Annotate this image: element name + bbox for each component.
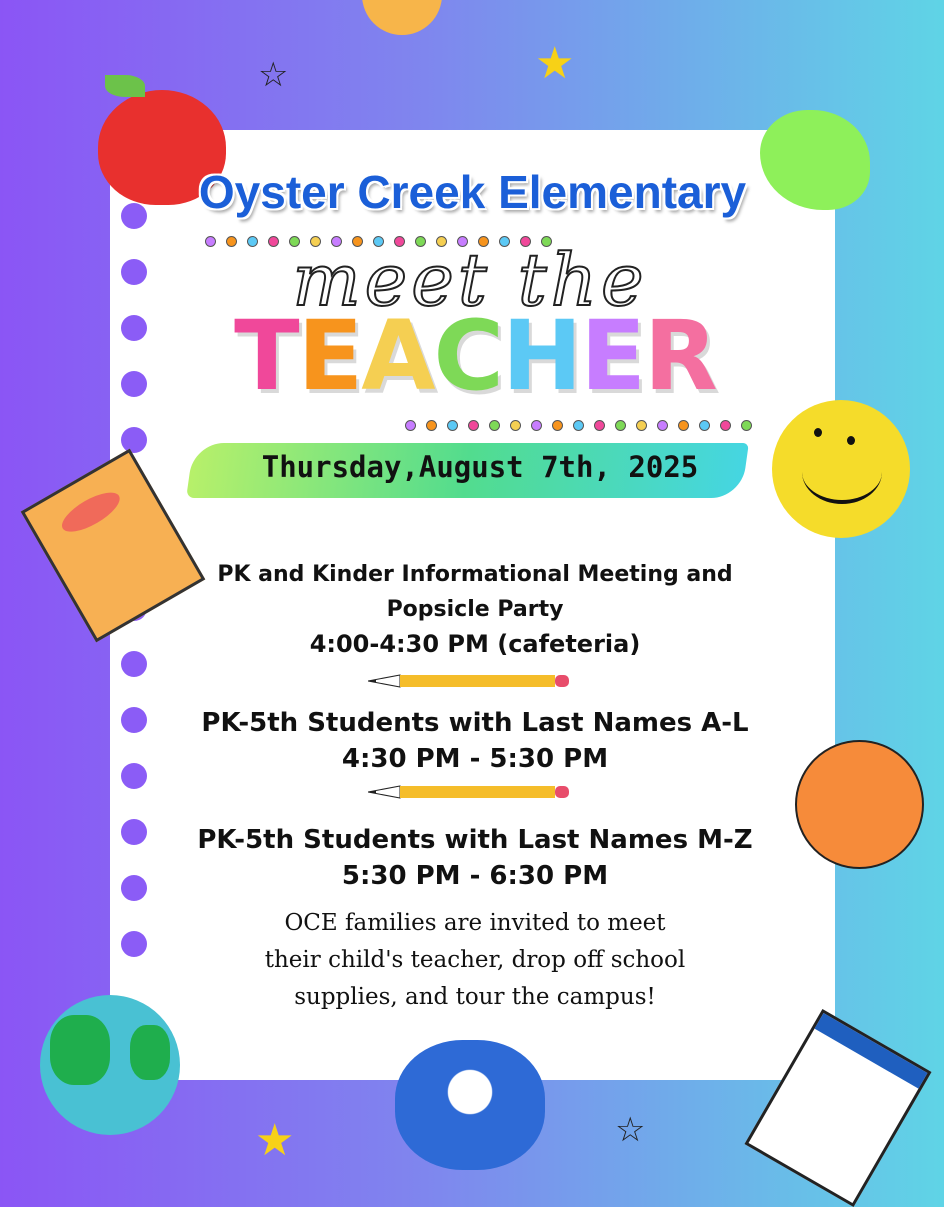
teacher-letter: E [297, 300, 362, 412]
notebook-hole [121, 707, 147, 733]
event-title: PK and Kinder Informational Meeting and [217, 562, 733, 587]
divider-dot [468, 420, 479, 431]
star-icon: ★ [255, 1115, 295, 1166]
divider-dot [573, 420, 584, 431]
notebook-hole [121, 427, 147, 453]
event-title: PK-5th Students with Last Names A-L [201, 708, 749, 738]
event-date: Thursday,August 7th, 2025 [261, 450, 699, 484]
event-time: 4:00-4:30 PM (cafeteria) [309, 630, 641, 658]
apple-leaf-icon [105, 75, 145, 97]
event-title: PK-5th Students with Last Names M-Z [197, 825, 753, 855]
note-line: supplies, and tour the campus! [294, 984, 656, 1010]
meet-the-heading: meet the [292, 238, 648, 322]
teacher-letter: R [643, 300, 716, 412]
divider-dot [615, 420, 626, 431]
divider-dot [531, 420, 542, 431]
teacher-letter: H [501, 300, 581, 412]
divider-dot [741, 420, 752, 431]
globe-icon [40, 995, 180, 1135]
invitation-note [150, 905, 800, 1016]
star-icon: ★ [535, 38, 575, 89]
note-line: OCE families are invited to meet [284, 910, 666, 936]
notebook-hole [121, 819, 147, 845]
sun-circle [362, 0, 442, 35]
teacher-letter: C [433, 300, 502, 412]
divider-dot [426, 420, 437, 431]
divider-dot [636, 420, 647, 431]
pencil-divider-icon [368, 674, 570, 688]
divider-dot [489, 420, 500, 431]
note-line: their child's teacher, drop off school [264, 947, 686, 973]
divider-dot [552, 420, 563, 431]
pencil-divider-icon [368, 785, 570, 799]
star-outline-icon: ☆ [615, 1110, 646, 1150]
school-name: Oyster Creek Elementary [198, 166, 747, 218]
divider-dot [678, 420, 689, 431]
event-title: Popsicle Party [386, 597, 564, 622]
event-group-m-z [150, 822, 800, 894]
event-pk-kinder [150, 557, 800, 662]
divider-dot [447, 420, 458, 431]
notebook-hole [121, 931, 147, 957]
divider-dot [699, 420, 710, 431]
teacher-heading [210, 300, 740, 412]
teacher-letter: A [361, 300, 434, 412]
blue-jay-mascot [395, 1040, 545, 1170]
dot-divider-bottom [405, 420, 752, 431]
event-time: 5:30 PM - 6:30 PM [341, 861, 609, 891]
notebook-hole [121, 651, 147, 677]
smiley-face-icon [772, 400, 910, 538]
divider-dot [657, 420, 668, 431]
event-group-a-l [150, 705, 800, 777]
event-time: 4:30 PM - 5:30 PM [341, 744, 609, 774]
divider-dot [510, 420, 521, 431]
basketball-icon [795, 740, 924, 869]
notebook-hole [121, 875, 147, 901]
teacher-letter: T [234, 300, 298, 412]
notebook-hole [121, 371, 147, 397]
star-outline-icon: ☆ [258, 55, 289, 95]
notebook-hole [121, 259, 147, 285]
divider-dot [405, 420, 416, 431]
divider-dot [594, 420, 605, 431]
notebook-hole [121, 315, 147, 341]
teacher-letter: E [580, 300, 644, 412]
divider-dot [720, 420, 731, 431]
notebook-hole [121, 763, 147, 789]
